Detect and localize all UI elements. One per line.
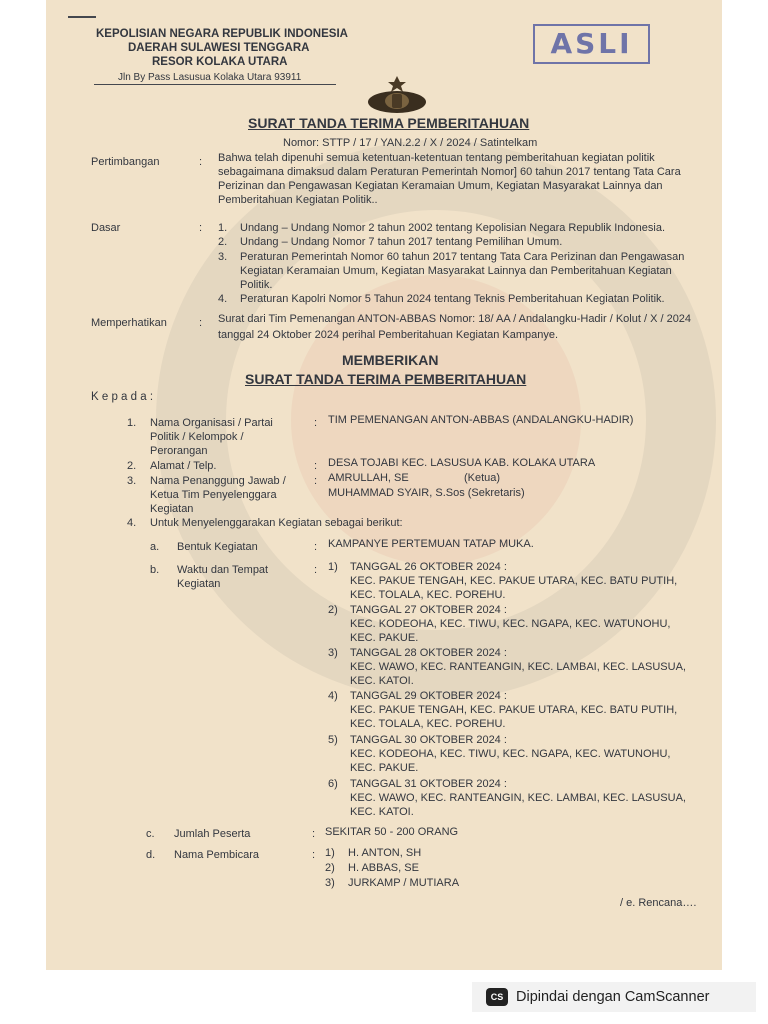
- item3-label: Nama Penanggung Jawab /: [150, 475, 286, 487]
- schedule-date: TANGGAL 31 OKTOBER 2024 :: [350, 778, 507, 790]
- subtitle: SURAT TANDA TERIMA PEMBERITAHUAN: [245, 371, 527, 387]
- pertimbangan-text: Bahwa telah dipenuhi semua ketentuan-ketentuan tentang pemberitahuan kegiatan politik: [218, 152, 655, 164]
- speaker-name: JURKAMP / MUTIARA: [348, 877, 460, 889]
- asli-stamp: ASLI: [533, 24, 650, 64]
- item-number: 2.: [127, 460, 137, 472]
- item-number: 1.: [127, 417, 137, 429]
- bentuk-value: KAMPANYE PERTEMUAN TATAP MUKA.: [328, 538, 534, 550]
- schedule-location: KEC. TOLALA, KEC. POREHU.: [350, 589, 506, 601]
- camscanner-logo-icon: CS: [486, 988, 508, 1006]
- item1-value: TIM PEMENANGAN ANTON-ABBAS (ANDALANGKU-HADIR): [328, 414, 634, 426]
- schedule-date: TANGGAL 26 OKTOBER 2024 :: [350, 561, 507, 573]
- dasar-number: 1.: [218, 222, 228, 234]
- header-line-2: DAERAH SULAWESI TENGGARA: [128, 42, 310, 54]
- schedule-number: 4): [328, 690, 338, 702]
- colon: :: [312, 849, 316, 861]
- waktu-label: Kegiatan: [177, 578, 221, 590]
- speaker-number: 1): [325, 847, 335, 859]
- document-title: SURAT TANDA TERIMA PEMBERITAHUAN: [248, 115, 530, 131]
- schedule-date: TANGGAL 30 OKTOBER 2024 :: [350, 734, 507, 746]
- colon: :: [312, 828, 316, 840]
- speaker-name: H. ABBAS, SE: [348, 862, 419, 874]
- sub-letter: d.: [146, 849, 156, 861]
- document-page: [46, 0, 722, 970]
- pembicara-label: Nama Pembicara: [174, 849, 259, 861]
- schedule-number: 2): [328, 604, 338, 616]
- colon: :: [314, 564, 318, 576]
- memperhatikan-text: tanggal 24 Oktober 2024 perihal Pemberitahuan Kegiatan Kampanye.: [218, 329, 559, 341]
- dasar-number: 2.: [218, 236, 228, 248]
- bentuk-label: Bentuk Kegiatan: [177, 541, 258, 553]
- item2-label: Alamat / Telp.: [150, 460, 217, 472]
- jumlah-value: SEKITAR 50 - 200 ORANG: [325, 826, 459, 838]
- schedule-location: KEC. PAKUE.: [350, 632, 419, 644]
- colon: :: [314, 541, 318, 553]
- item3-role: (Ketua): [464, 472, 501, 484]
- speaker-name: H. ANTON, SH: [348, 847, 422, 859]
- sub-letter: a.: [150, 541, 160, 553]
- jumlah-label: Jumlah Peserta: [174, 828, 251, 840]
- item2-value: DESA TOJABI KEC. LASUSUA KAB. KOLAKA UTARA: [328, 457, 596, 469]
- schedule-number: 5): [328, 734, 338, 746]
- schedule-location: KEC. KODEOHA, KEC. TIWU, KEC. NGAPA, KEC. WATUNOHU,: [350, 618, 671, 630]
- schedule-location: KEC. PAKUE TENGAH, KEC. PAKUE UTARA, KEC. BATU PUTIH,: [350, 575, 678, 587]
- schedule-location: KEC. KATOI.: [350, 806, 414, 818]
- item-number: 3.: [127, 475, 137, 487]
- item1-label: Nama Organisasi / Partai: [150, 417, 273, 429]
- schedule-location: KEC. PAKUE.: [350, 762, 419, 774]
- pertimbangan-label: Pertimbangan: [91, 156, 160, 168]
- schedule-date: TANGGAL 29 OKTOBER 2024 :: [350, 690, 507, 702]
- dasar-text: Undang – Undang Nomor 7 tahun 2017 tentang Pemilihan Umum.: [240, 236, 563, 248]
- schedule-date: TANGGAL 27 OKTOBER 2024 :: [350, 604, 507, 616]
- dasar-text: Politik.: [240, 279, 273, 291]
- schedule-date: TANGGAL 28 OKTOBER 2024 :: [350, 647, 507, 659]
- schedule-location: KEC. PAKUE TENGAH, KEC. PAKUE UTARA, KEC. BATU PUTIH,: [350, 704, 678, 716]
- kepada-label: K e p a d a :: [91, 391, 154, 403]
- header-rule: [94, 84, 336, 85]
- memperhatikan-text: Surat dari Tim Pemenangan ANTON-ABBAS Nomor: 18/ AA / Andalangku-Hadir / Kolut / X / 2024: [218, 313, 692, 325]
- item4-label: Untuk Menyelenggarakan Kegiatan sebagai berikut:: [150, 517, 403, 529]
- dasar-text: Undang – Undang Nomor 2 tahun 2002 tentang Kepolisian Negara Republik Indonesia.: [240, 222, 666, 234]
- corner-mark: [68, 16, 96, 18]
- schedule-location: KEC. WAWO, KEC. RANTEANGIN, KEC. LAMBAI, KEC. LASUSUA,: [350, 661, 686, 673]
- header-line-3: RESOR KOLAKA UTARA: [152, 56, 288, 68]
- item3-value: MUHAMMAD SYAIR, S.Sos (Sekretaris): [328, 487, 525, 499]
- dasar-text: Peraturan Pemerintah Nomor 60 tahun 2017 tentang Tata Cara Perizinan dan Pengawasan: [240, 251, 685, 263]
- pertimbangan-text: Perizinan dan Pengawasan Kegiatan Keramaian Umum, Kegiatan Masyarakat Lainnya dan: [218, 180, 663, 192]
- memberikan-heading: MEMBERIKAN: [342, 352, 439, 368]
- schedule-location: KEC. TOLALA, KEC. POREHU.: [350, 718, 506, 730]
- item1-label: Perorangan: [150, 445, 208, 457]
- speaker-number: 2): [325, 862, 335, 874]
- waktu-label: Waktu dan Tempat: [177, 564, 269, 576]
- sub-letter: b.: [150, 564, 160, 576]
- colon: :: [199, 317, 203, 329]
- header-line-1: KEPOLISIAN NEGARA REPUBLIK INDONESIA: [96, 28, 348, 40]
- item3-value: AMRULLAH, SE: [328, 472, 409, 484]
- memperhatikan-label: Memperhatikan: [91, 317, 167, 329]
- colon: :: [199, 156, 203, 168]
- dasar-text: Kegiatan Keramaian Umum, Kegiatan Masyarakat Lainnya dan Pemberitahuan Kegiatan: [240, 265, 672, 277]
- dasar-label: Dasar: [91, 222, 121, 234]
- colon: :: [314, 460, 318, 472]
- pertimbangan-text: sebagaimana dimaksud dalam Peraturan Pemerintah Nomor] 60 tahun 2017 tentang Tata Cara: [218, 166, 681, 178]
- schedule-location: KEC. WAWO, KEC. RANTEANGIN, KEC. LAMBAI, KEC. LASUSUA,: [350, 792, 686, 804]
- document-number: Nomor: STTP / 17 / YAN.2.2 / X / 2024 / Satintelkam: [283, 137, 538, 149]
- item1-label: Politik / Kelompok /: [150, 431, 244, 443]
- police-emblem-icon: [366, 74, 428, 114]
- camscanner-watermark: [472, 982, 756, 1012]
- item3-label: Kegiatan: [150, 503, 194, 515]
- camscanner-text: Dipindai dengan CamScanner: [516, 989, 710, 1005]
- header-address: Jln By Pass Lasusua Kolaka Utara 93911: [118, 72, 302, 83]
- colon: :: [314, 417, 318, 429]
- dasar-number: 3.: [218, 251, 228, 263]
- colon: :: [314, 475, 318, 487]
- schedule-number: 1): [328, 561, 338, 573]
- continued-note: / e. Rencana….: [620, 897, 697, 909]
- schedule-number: 3): [328, 647, 338, 659]
- speaker-number: 3): [325, 877, 335, 889]
- schedule-number: 6): [328, 778, 338, 790]
- pertimbangan-text: Pemberitahuan Kegiatan Politik..: [218, 194, 378, 206]
- schedule-location: KEC. KATOI.: [350, 675, 414, 687]
- dasar-number: 4.: [218, 293, 228, 305]
- sub-letter: c.: [146, 828, 155, 840]
- item3-label: Ketua Tim Penyelenggara: [150, 489, 277, 501]
- schedule-location: KEC. KODEOHA, KEC. TIWU, KEC. NGAPA, KEC. WATUNOHU,: [350, 748, 671, 760]
- item-number: 4.: [127, 517, 137, 529]
- dasar-text: Peraturan Kapolri Nomor 5 Tahun 2024 tentang Teknis Pemberitahuan Kegiatan Politik.: [240, 293, 665, 305]
- colon: :: [199, 222, 203, 234]
